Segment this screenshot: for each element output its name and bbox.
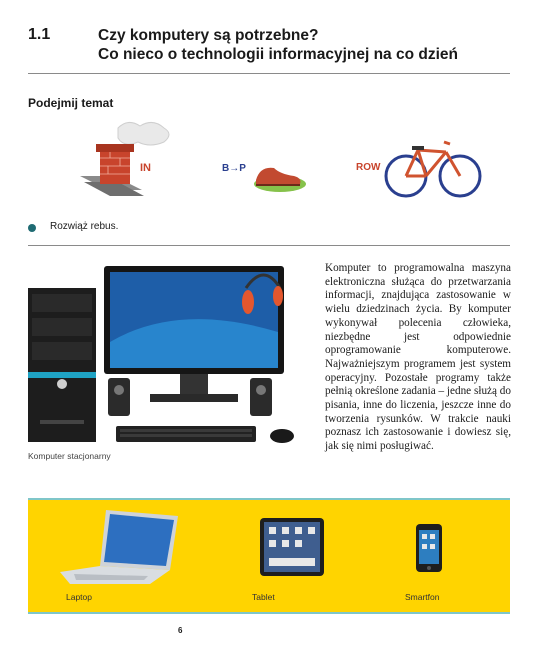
smartphone-icon (416, 524, 442, 572)
chimney-icon (78, 118, 178, 200)
laptop-icon (60, 510, 178, 584)
section-title-line1: Czy komputery są potrzebne? (98, 27, 319, 44)
rebus-text-3: ROW (356, 162, 381, 173)
rebus-text-1: IN (140, 162, 151, 174)
section-number: 1.1 (28, 26, 51, 43)
section-divider (28, 245, 510, 246)
device-label-smartphone: Smartfon (405, 592, 440, 602)
shoe-icon (240, 158, 310, 196)
rebus-text-2: B→P (222, 163, 246, 174)
task-instruction: Rozwiąż rebus. (50, 221, 119, 232)
subheading: Podejmij temat (28, 96, 114, 110)
section-title (98, 26, 458, 64)
desktop-computer-image (28, 262, 300, 448)
section-title-line2: Co nieco o technologii informacyjnej na co dzień (98, 46, 458, 63)
device-label-laptop: Laptop (66, 592, 92, 602)
bicycle-icon (378, 130, 486, 202)
header-divider (28, 73, 510, 74)
bullet-icon (28, 224, 36, 232)
device-label-tablet: Tablet (252, 592, 275, 602)
tablet-icon (260, 518, 324, 576)
photo-caption: Komputer stacjonarny (28, 451, 111, 461)
page-number: 6 (178, 626, 183, 635)
body-paragraph: Komputer to programowalna maszyna elektroniczna służąca do przetwarzania informacji, znajdująca zastosowanie w wielu dziedzinach życia. By komputer wykonywał polecenia człowieka, niezbędne jest odpowiednie oprogramowanie komputerowe. Najważniejszym programem jest system operacyjny. Pozostałe programy także pełnią określone zadania – jedne służą do pisania, inne do liczenia, jeszcze inne do tworzenia rysunków. W trakcie nauki poznasz ich zastosowanie i dowiesz się, jak się nimi posługiwać. (325, 262, 511, 453)
